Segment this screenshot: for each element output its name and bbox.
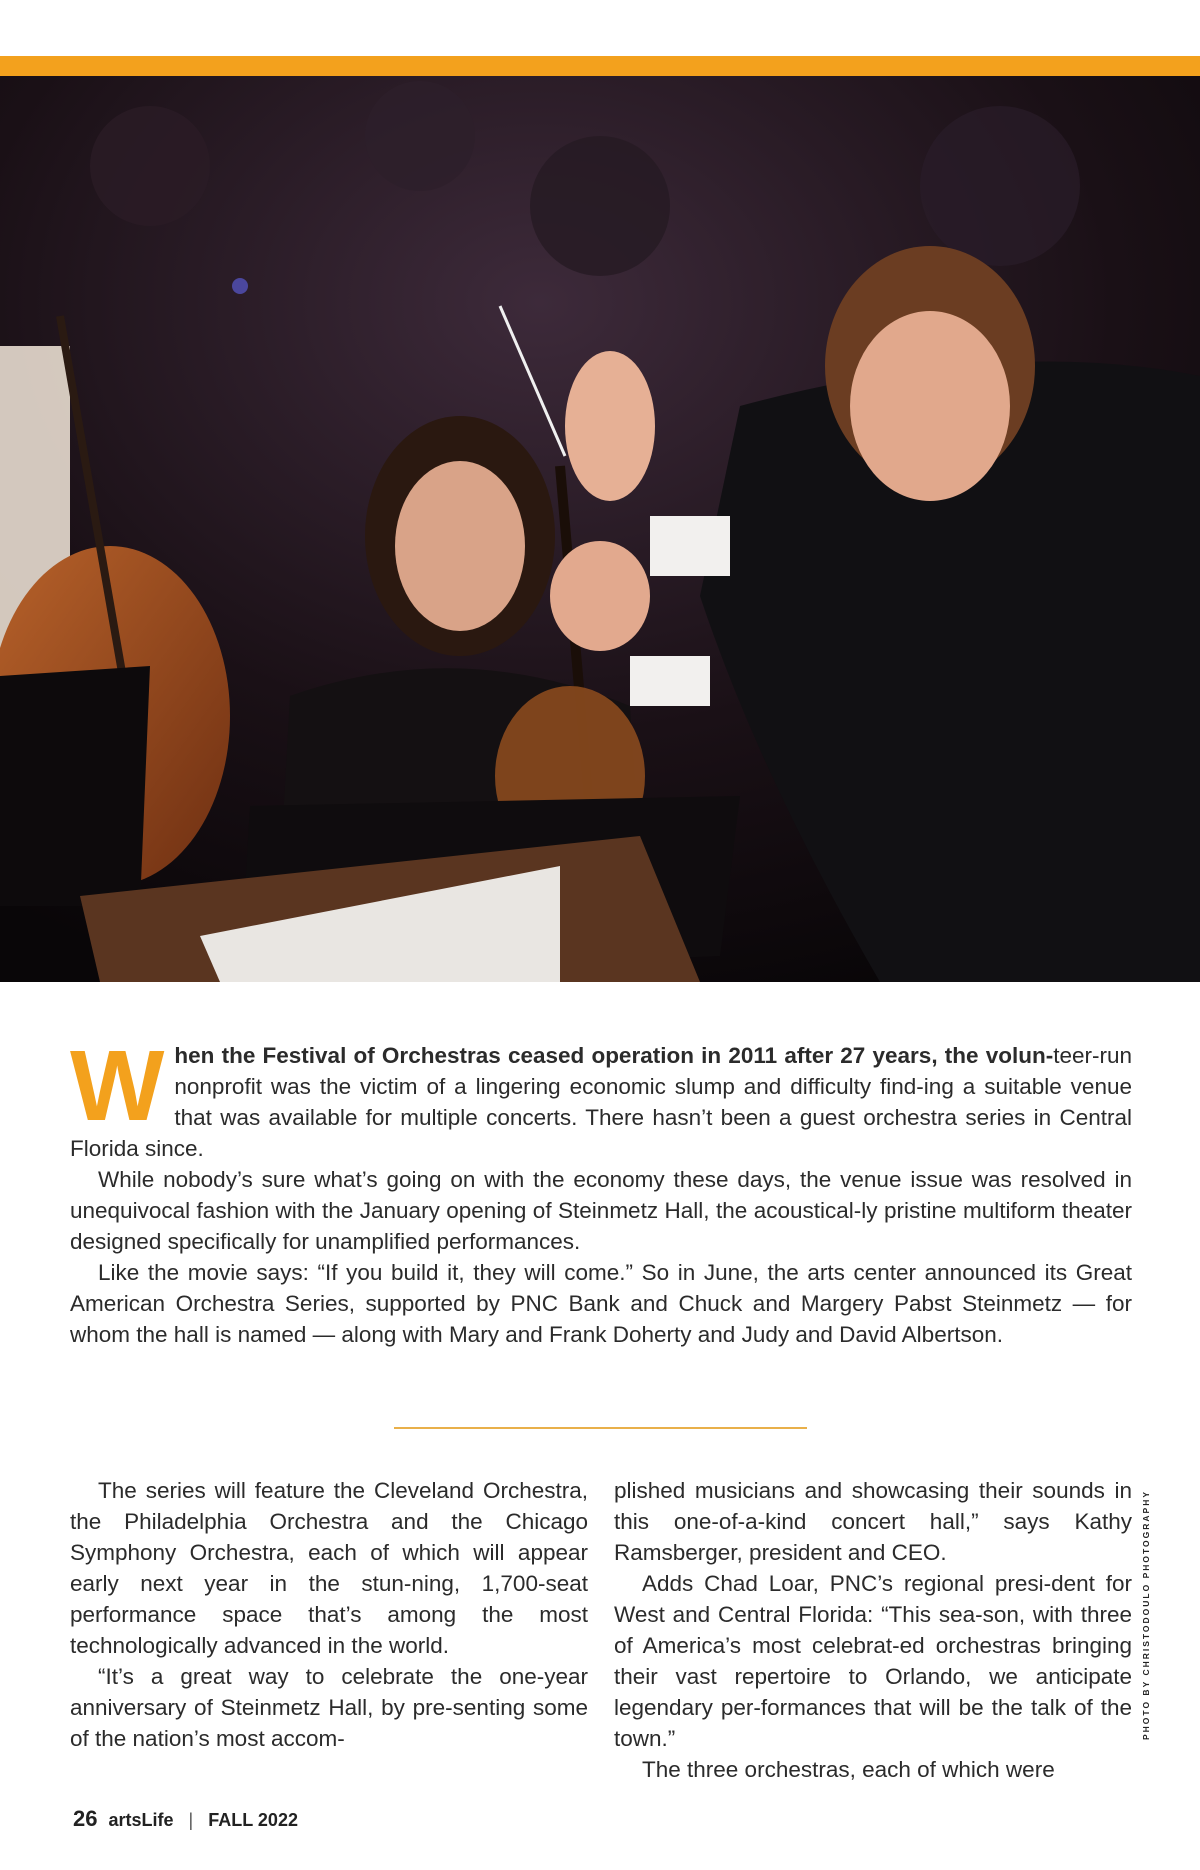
publication-name: artsLife bbox=[108, 1810, 174, 1830]
column-left bbox=[70, 1475, 588, 1754]
issue-label: FALL 2022 bbox=[208, 1810, 298, 1830]
intro-paragraph-3: Like the movie says: “If you build it, they will come.” So in June, the arts center announced its Great American Orchestra Series, supported by PNC Bank and Chuck and Margery Pabst Steinmetz — for whom the hall is named — along with Mary and Frank Doherty and Judy and David Albertson. bbox=[70, 1260, 1132, 1347]
column-right bbox=[614, 1475, 1132, 1785]
drop-cap: W bbox=[70, 1030, 165, 1142]
intro-paragraph-1 bbox=[70, 1030, 1132, 1164]
right-paragraph-2: Adds Chad Loar, PNC’s regional presi-dent for West and Central Florida: “This sea-son, with three of America’s most celebrat-ed orchestras bringing their vast repertoire to Orlando, we anticipate legendary per-formances that will be the talk of the town.” bbox=[614, 1571, 1132, 1751]
right-paragraph-1: plished musicians and showcasing their sounds in this one-of-a-kind concert hall,” says Kathy Ramsberger, president and CEO. bbox=[614, 1478, 1132, 1565]
intro-section bbox=[70, 1030, 1132, 1350]
page-footer bbox=[73, 1806, 298, 1832]
photo-illustration bbox=[0, 76, 1200, 982]
intro-lead: hen the Festival of Orchestras ceased operation in 2011 after 27 years, the volun- bbox=[174, 1043, 1054, 1068]
footer-separator: | bbox=[188, 1810, 194, 1830]
right-paragraph-3: The three orchestras, each of which were bbox=[642, 1757, 1055, 1782]
section-divider bbox=[394, 1427, 807, 1429]
photo-credit: PHOTO BY CHRISTODOULO PHOTOGRAPHY bbox=[1141, 1489, 1151, 1740]
top-accent-bar bbox=[0, 56, 1200, 76]
left-paragraph-2: “It’s a great way to celebrate the one-year anniversary of Steinmetz Hall, by pre-senting some of the nation’s most accom- bbox=[70, 1664, 588, 1751]
intro-p1-rest: teer-run nonprofit was the victim of a lingering economic slump and difficulty find-ing a suitable venue that was available for multiple concerts. There hasn’t been a guest orchestra series in Central Florida since. bbox=[70, 1043, 1132, 1161]
intro-paragraph-2: While nobody’s sure what’s going on with the economy these days, the venue issue was resolved in unequivocal fashion with the January opening of Steinmetz Hall, the acoustical-ly pristine multiform theater designed specifically for unamplified performances. bbox=[70, 1167, 1132, 1254]
left-paragraph-1: The series will feature the Cleveland Orchestra, the Philadelphia Orchestra and the Chicago Symphony Orchestra, each of which will appear early next year in the stun-ning, 1,700-seat performance space that’s among the most technologically advanced in the world. bbox=[70, 1478, 588, 1658]
conductor-photo bbox=[0, 76, 1200, 982]
page-number: 26 bbox=[73, 1806, 98, 1831]
